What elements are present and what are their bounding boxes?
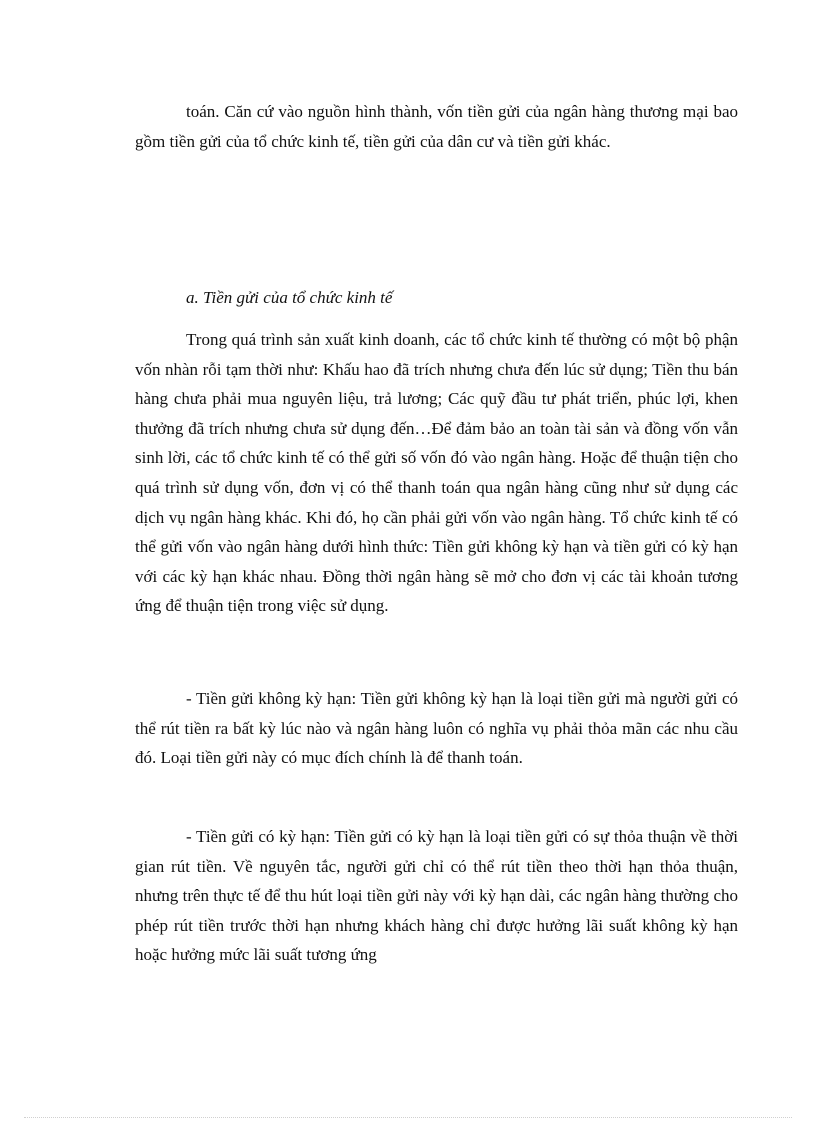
main-paragraph: Trong quá trình sản xuất kinh doanh, các tổ chức kinh tế thường có một bộ phận vốn nhàn rỗi tạm thời như: Khấu hao đã trích nhưng chưa đến lúc sử dụng; Tiền thu bán hàng chưa phải mua nguyên liệu, trả lương; Các quỹ đầu tư phát triển, phúc lợi, khen thưởng đã trích nhưng chưa sử dụng đến…Để đảm bảo an toàn tài sản và đồng vốn vẫn sinh lời, các tổ chức kinh tế có thể gửi số vốn đó vào ngân hàng. Hoặc để thuận tiện cho quá trình sử dụng vốn, đơn vị có thể thanh toán qua ngân hàng cũng như sử dụng các dịch vụ ngân hàng khác. Khi đó, họ cần phải gửi vốn vào ngân hàng. Tổ chức kinh tế có thể gửi vốn vào ngân hàng dưới hình thức: Tiền gửi không kỳ hạn và tiền gửi có kỳ hạn với các kỳ hạn khác nhau. Đồng thời ngân hàng sẽ mở cho đơn vị các tài khoản tương ứng để thuận tiện trong việc sử dụng. bbox=[135, 330, 738, 616]
section-heading: a. Tiền gửi của tổ chức kinh tế bbox=[186, 288, 393, 307]
term-deposit-paragraph: - Tiền gửi có kỳ hạn: Tiền gửi có kỳ hạn là loại tiền gửi có sự thỏa thuận về thời gian rút tiền. Về nguyên tắc, người gửi chỉ có thể rút tiền theo thời hạn thỏa thuận, nhưng trên thực tế để thu hút loại tiền gửi này với kỳ hạn dài, các ngân hàng thường cho phép rút tiền trước thời hạn nhưng khách hàng chỉ được hưởng lãi suất không kỳ hạn hoặc hưởng mức lãi suất tương ứng bbox=[135, 827, 738, 965]
demand-deposit-paragraph: - Tiền gửi không kỳ hạn: Tiền gửi không kỳ hạn là loại tiền gửi mà người gửi có thể rút tiền ra bất kỳ lúc nào và ngân hàng luôn có nghĩa vụ phải thỏa mãn các nhu cầu đó. Loại tiền gửi này có mục đích chính là để thanh toán. bbox=[135, 689, 738, 768]
intro-paragraph: toán. Căn cứ vào nguồn hình thành, vốn tiền gửi của ngân hàng thương mại bao gồm tiền gửi của tổ chức kinh tế, tiền gửi của dân cư và tiền gửi khác. bbox=[135, 102, 738, 151]
main-paragraph-block bbox=[135, 325, 738, 621]
demand-deposit-block bbox=[135, 684, 738, 773]
term-deposit-block bbox=[135, 822, 738, 970]
page-bottom-divider bbox=[24, 1117, 792, 1118]
intro-paragraph-block bbox=[135, 97, 738, 156]
